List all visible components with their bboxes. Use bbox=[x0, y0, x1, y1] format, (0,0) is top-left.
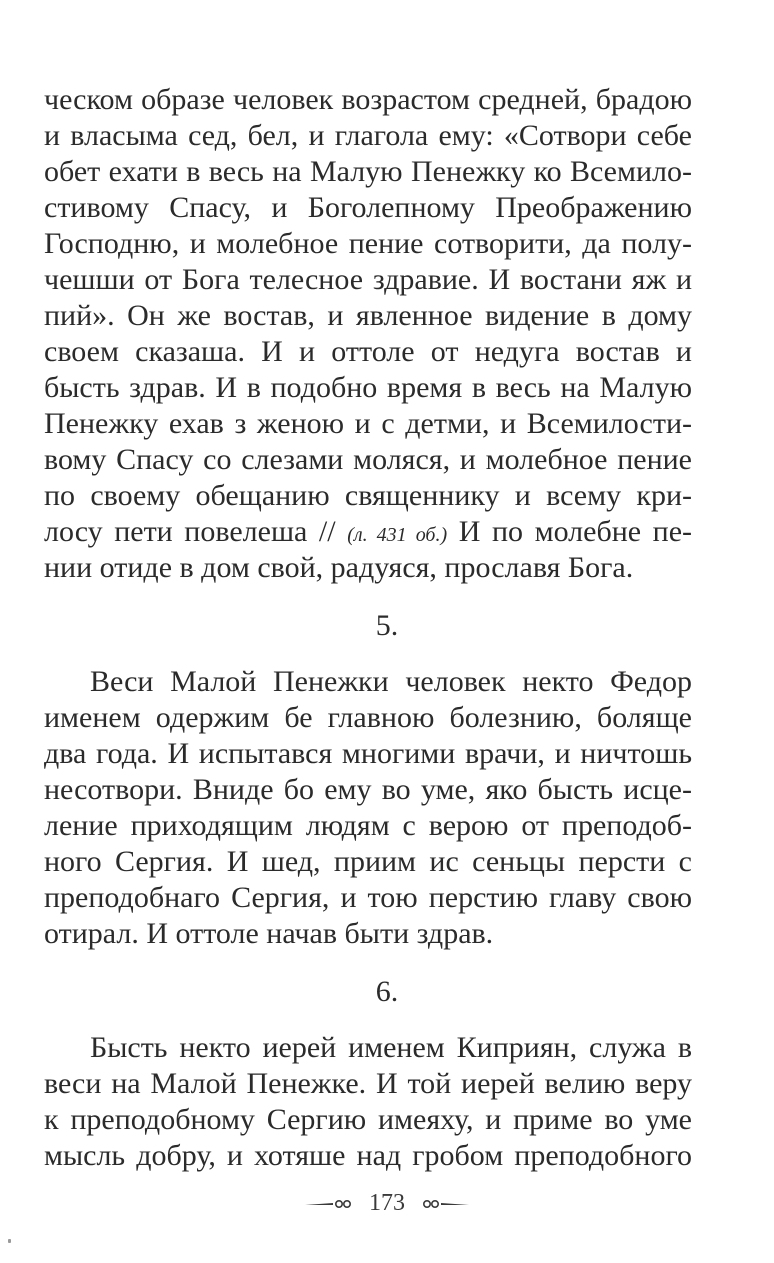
text-line: своем сказаша. И и оттоле от недуга востав и bbox=[44, 335, 692, 368]
page-number: 173 bbox=[369, 1190, 405, 1216]
text-line: стивому Спасу, и Боголепному Преображению bbox=[44, 191, 692, 224]
text-line: чешши от Бога телесное здравие. И востани яж и bbox=[44, 263, 692, 296]
scan-speck bbox=[8, 1239, 11, 1243]
section-number: 6. bbox=[375, 975, 399, 1008]
folio-reference: (л. 431 об.) bbox=[347, 524, 448, 546]
text-line: нии отиде в дом свой, радуяся, прославя Бога. bbox=[44, 551, 634, 584]
text-line: по своему обещанию священнику и всему кри- bbox=[44, 479, 692, 512]
text-line: Пенежку ехав з женою и с детми, и Всемилости- bbox=[44, 407, 692, 440]
text-line: отирал. И оттоле начав быти здрав. bbox=[44, 917, 494, 950]
text-line: ного Сергия. И шед, приим ис сеньцы персти с bbox=[44, 845, 692, 878]
text-line: обет ехати в весь на Малую Пенежку ко Всемило- bbox=[44, 155, 692, 188]
text-fragment: лосу пети повелеша // bbox=[44, 515, 336, 548]
text-fragment: И по молебне пе- bbox=[458, 515, 692, 548]
text-line-with-reference bbox=[44, 514, 692, 550]
text-line: два года. И испытався многими врачи, и ничтошь bbox=[44, 737, 692, 770]
text-line: преподобнаго Сергия, и тою перстию главу свою bbox=[44, 881, 692, 914]
text-line: ление приходящим людям с верою от преподоб- bbox=[44, 809, 692, 842]
text-line: Веси Малой Пенежки человек некто Федор bbox=[90, 665, 692, 698]
text-line: ческом образе человек возрастом средней, брадою bbox=[44, 83, 692, 116]
ornament-right-icon bbox=[419, 1197, 471, 1211]
text-line: веси на Малой Пенежке. И той иерей велию веру bbox=[44, 1067, 692, 1100]
text-line: к преподобному Сергию имеяху, и приме во уме bbox=[44, 1103, 692, 1136]
text-line: бысть здрав. И в подобно время в весь на Малую bbox=[44, 371, 692, 404]
text-line: Бысть некто иерей именем Киприян, служа в bbox=[90, 1031, 692, 1064]
text-line: именем одержим бе главною болезнию, боляще bbox=[44, 701, 692, 734]
ornament-left-icon bbox=[303, 1197, 355, 1211]
section-number: 5. bbox=[375, 609, 399, 642]
text-line: и власыма сед, бел, и глагола ему: «Сотвори себе bbox=[44, 119, 692, 152]
page-footer bbox=[0, 1188, 774, 1218]
text-line: несотвори. Вниде бо ему во уме, яко бысть исце- bbox=[44, 773, 692, 806]
text-line: пий». Он же востав, и явленное видение в дому bbox=[44, 299, 692, 332]
text-line: мысль добру, и хотяше над гробом преподобного bbox=[44, 1139, 692, 1172]
text-line: вому Спасу со слезами моляся, и молебное пение bbox=[44, 443, 692, 476]
text-line: Господню, и молебное пение сотворити, да полу- bbox=[44, 227, 692, 260]
